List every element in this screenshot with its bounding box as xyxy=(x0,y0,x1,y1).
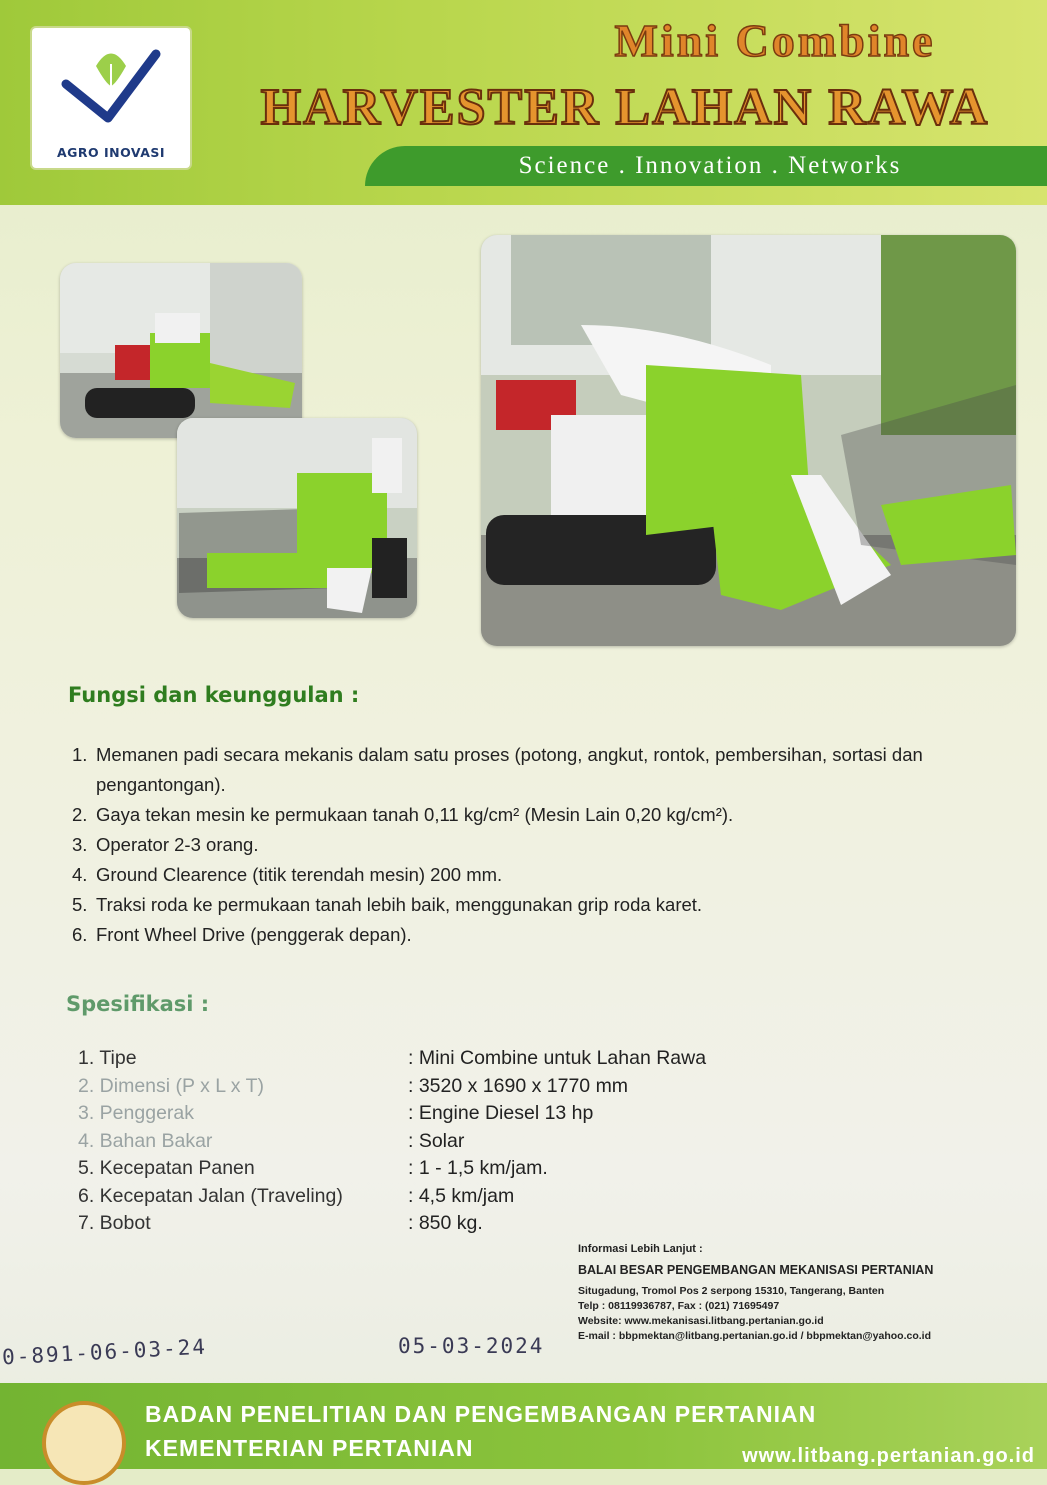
footer-agency: BADAN PENELITIAN DAN PENGEMBANGAN PERTANIAN xyxy=(145,1401,817,1427)
footer-ministry: KEMENTERIAN PERTANIAN xyxy=(145,1435,474,1461)
spec-value: : 1 - 1,5 km/jam. xyxy=(408,1157,548,1179)
harvester-photo-front xyxy=(177,418,417,618)
spec-value: : 850 kg. xyxy=(408,1212,483,1234)
spec-row xyxy=(78,1155,798,1183)
tagline-bar xyxy=(365,146,1047,186)
tagline-text: Science . Innovation . Networks xyxy=(518,152,902,179)
fungsi-list xyxy=(72,740,1037,950)
spec-value: : 4,5 km/jam xyxy=(408,1184,515,1207)
fungsi-item xyxy=(72,890,1037,920)
spec-row xyxy=(78,1210,798,1238)
spec-label: 4. Bahan Bakar xyxy=(78,1129,213,1152)
fungsi-item-text: Ground Clearence (titik terendah mesin) 200 mm. xyxy=(96,864,503,885)
harvester-photo-main xyxy=(481,235,1016,646)
info-email: E-mail : bbpmektan@litbang.pertanian.go.id / bbpmektan@yahoo.co.id xyxy=(578,1330,932,1342)
spesifikasi-title: Spesifikasi : xyxy=(66,992,210,1016)
fungsi-item-num: 5. xyxy=(72,894,88,915)
ministry-emblem-icon xyxy=(42,1401,126,1485)
fungsi-item xyxy=(72,860,1037,890)
spec-label: 5. Kecepatan Panen xyxy=(78,1157,255,1179)
spec-row xyxy=(78,1183,798,1211)
info-org: BALAI BESAR PENGEMBANGAN MEKANISASI PERTANIAN xyxy=(578,1263,934,1277)
fungsi-item xyxy=(72,800,1037,830)
spec-value: : Mini Combine untuk Lahan Rawa xyxy=(408,1047,707,1069)
info-address: Situgadung, Tromol Pos 2 serpong 15310, Tangerang, Banten xyxy=(578,1285,885,1297)
spec-label: 7. Bobot xyxy=(78,1212,151,1234)
agro-inovasi-logo xyxy=(32,28,190,168)
spec-table xyxy=(78,1045,798,1238)
fungsi-item-text: Gaya tekan mesin ke permukaan tanah 0,11 kg/cm² (Mesin Lain 0,20 kg/cm²). xyxy=(96,804,734,825)
header-banner xyxy=(0,0,1047,205)
title-harvester: HARVESTER LAHAN RAWA xyxy=(260,79,990,136)
fungsi-title: Fungsi dan keunggulan : xyxy=(68,683,360,707)
spec-row xyxy=(78,1128,798,1156)
fungsi-item-text: Traksi roda ke permukaan tanah lebih baik, menggunakan grip roda karet. xyxy=(96,894,703,915)
fungsi-item-num: 4. xyxy=(72,864,88,885)
spec-label: 2. Dimensi (P x L x T) xyxy=(78,1074,265,1097)
harvester-photo-side xyxy=(60,263,302,438)
logo-emblem-icon xyxy=(52,36,170,131)
fungsi-item-text: Front Wheel Drive (penggerak depan). xyxy=(96,924,412,945)
title-mini-combine: Mini Combine xyxy=(614,15,936,66)
contact-info xyxy=(578,1243,1038,1344)
logo-text: AGRO INOVASI xyxy=(56,145,166,160)
fungsi-item-num: 6. xyxy=(72,924,88,945)
fungsi-item xyxy=(72,830,1037,860)
fungsi-item xyxy=(72,740,1037,800)
spec-row xyxy=(78,1073,798,1101)
info-telp: Telp : 08119936787, Fax : (021) 71695497 xyxy=(578,1300,780,1312)
fungsi-item-num: 3. xyxy=(72,834,88,855)
fungsi-item xyxy=(72,920,1037,950)
info-website: Website: www.mekanisasi.litbang.pertanian.go.id xyxy=(578,1315,824,1327)
handwritten-code: 0-891-06-03-24 xyxy=(1,1334,208,1370)
footer-website: www.litbang.pertanian.go.id xyxy=(742,1445,1035,1467)
spec-label: 1. Tipe xyxy=(78,1047,137,1069)
spec-row xyxy=(78,1100,798,1128)
info-heading: Informasi Lebih Lanjut : xyxy=(578,1243,703,1255)
spec-value: : Solar xyxy=(408,1129,465,1152)
spec-label: 6. Kecepatan Jalan (Traveling) xyxy=(78,1184,343,1207)
spec-value: : Engine Diesel 13 hp xyxy=(408,1102,594,1124)
handwritten-date: 05-03-2024 xyxy=(398,1334,545,1358)
footer-banner xyxy=(0,1383,1047,1469)
spec-row xyxy=(78,1045,798,1073)
fungsi-item-text: Operator 2-3 orang. xyxy=(96,834,259,855)
fungsi-item-num: 2. xyxy=(72,804,88,825)
spec-label: 3. Penggerak xyxy=(78,1102,195,1124)
fungsi-item-num: 1. xyxy=(72,744,88,765)
fungsi-item-text: Memanen padi secara mekanis dalam satu proses (potong, angkut, rontok, pembersihan, sortasi dan pengantongan). xyxy=(96,744,923,795)
spec-value: : 3520 x 1690 x 1770 mm xyxy=(408,1074,629,1097)
